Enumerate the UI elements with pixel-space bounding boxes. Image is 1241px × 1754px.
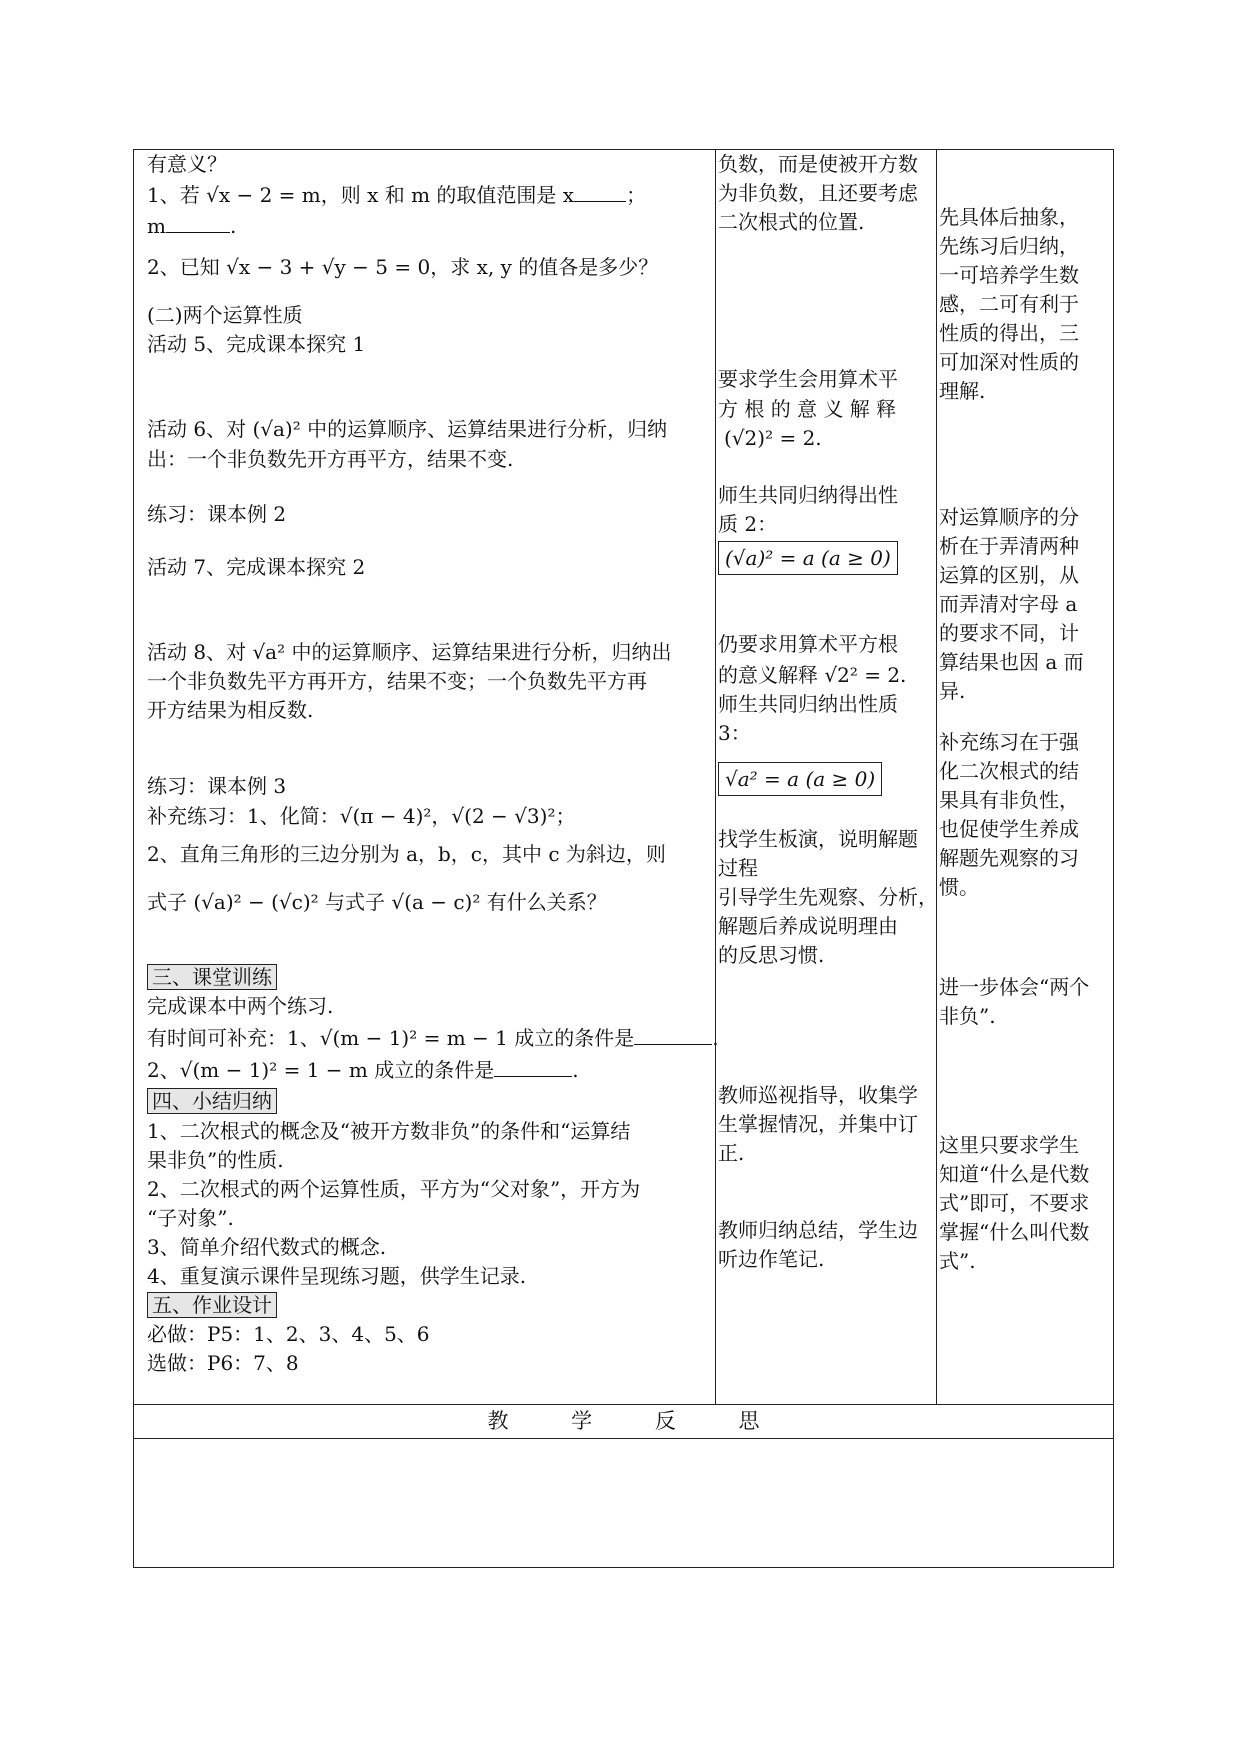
left-line-9: 活动 7、完成课本探究 2 bbox=[147, 555, 366, 579]
mid-line-3: 要求学生会用算术平 bbox=[718, 367, 898, 391]
mid-line-23: 听边作笔记. bbox=[718, 1247, 825, 1271]
heading-homework-text: 五、作业设计 bbox=[147, 1292, 277, 1318]
right-line-20: 进一步体会“两个 bbox=[939, 975, 1090, 999]
right-line-26: 式”. bbox=[939, 1249, 976, 1273]
right-line-2: 一可培养学生数 bbox=[939, 263, 1079, 287]
mid-line-18: 的反思习惯. bbox=[718, 943, 825, 967]
property-3-formula: √a² = a (a ≥ 0) bbox=[718, 762, 882, 796]
right-line-4: 性质的得出，三 bbox=[939, 321, 1079, 345]
right-line-3: 感，二可有利于 bbox=[939, 292, 1079, 316]
right-line-7: 对运算顺序的分 bbox=[939, 505, 1079, 529]
right-line-24: 式”即可，不要求 bbox=[939, 1191, 1090, 1215]
left-line-2-end: . bbox=[229, 214, 237, 238]
mid-line-20: 生掌握情况，并集中订 bbox=[718, 1112, 918, 1136]
left-line-20: 1、二次根式的概念及“被开方数非负”的条件和“运算结 bbox=[147, 1119, 631, 1143]
mid-line-11: 师生共同归纳出性质 bbox=[718, 692, 898, 716]
left-line-5: 活动 5、完成课本探究 1 bbox=[147, 332, 366, 356]
mid-line-5: (√2)² = 2. bbox=[724, 426, 822, 450]
left-line-14: 补充练习：1、化简：√(π − 4)²，√(2 − √3)²； bbox=[147, 804, 576, 828]
reflection-blank-area bbox=[134, 1439, 1113, 1567]
right-line-9: 运算的区别，从 bbox=[939, 563, 1079, 587]
left-line-1-end: ； bbox=[626, 183, 647, 207]
mid-line-6: 师生共同归纳得出性 bbox=[718, 483, 898, 507]
blank-condition-1 bbox=[634, 1026, 712, 1045]
left-line-18-end: . bbox=[712, 1026, 719, 1050]
left-line-25: 4、重复演示课件呈现练习题，供学生记录. bbox=[147, 1264, 527, 1288]
left-line-13: 练习：课本例 3 bbox=[147, 774, 287, 798]
right-line-11: 的要求不同，计 bbox=[939, 621, 1079, 645]
blank-x bbox=[574, 183, 626, 202]
heading-summary-text: 四、小结归纳 bbox=[147, 1088, 277, 1114]
reflection-char-2: 学 bbox=[571, 1409, 593, 1433]
mid-line-21: 正. bbox=[718, 1141, 745, 1165]
right-line-1: 先练习后归纳， bbox=[939, 234, 1079, 258]
right-line-8: 析在于弄清两种 bbox=[939, 534, 1079, 558]
right-line-19: 惯。 bbox=[939, 875, 979, 899]
reflection-char-3: 反 bbox=[654, 1409, 676, 1433]
right-line-25: 掌握“什么叫代数 bbox=[939, 1220, 1090, 1244]
left-line-1-text: 1、若 √x − 2 = m，则 x 和 m 的取值范围是 x bbox=[147, 183, 575, 207]
left-line-22: 2、二次根式的两个运算性质，平方为“父对象”，开方为 bbox=[147, 1177, 641, 1201]
mid-line-2: 二次根式的位置. bbox=[718, 210, 865, 234]
left-line-7: 出：一个非负数先开方再平方，结果不变. bbox=[147, 447, 514, 471]
right-line-21: 非负”. bbox=[939, 1004, 996, 1028]
mid-line-9: 仍要求用算术平方根 bbox=[718, 632, 898, 656]
right-line-14: 补充练习在于强 bbox=[939, 730, 1079, 754]
mid-line-16: 引导学生先观察、分析， bbox=[718, 885, 938, 909]
mid-line-7: 质 2： bbox=[718, 512, 778, 536]
right-line-5: 可加深对性质的 bbox=[939, 350, 1079, 374]
left-line-19-text: 2、√(m − 1)² = 1 − m 成立的条件是 bbox=[147, 1058, 495, 1082]
column-divider-2 bbox=[936, 149, 937, 1404]
property-2-formula: (√a)² = a (a ≥ 0) bbox=[718, 541, 898, 575]
left-line-19 bbox=[147, 1056, 579, 1084]
left-line-1 bbox=[147, 181, 646, 209]
mid-line-15: 过程 bbox=[718, 856, 758, 880]
left-line-11: 一个非负数先平方再开方，结果不变；一个负数先平方再 bbox=[147, 669, 647, 693]
left-line-12: 开方结果为相反数. bbox=[147, 698, 314, 722]
left-line-26: 必做：P5：1、2、3、4、5、6 bbox=[147, 1322, 430, 1346]
mid-line-4: 方 根 的 意 义 解 释 bbox=[718, 397, 897, 421]
mid-line-10: 的意义解释 √2² = 2. bbox=[718, 663, 907, 687]
left-line-23: “子对象”. bbox=[147, 1206, 234, 1230]
left-line-6: 活动 6、对 (√a)² 中的运算顺序、运算结果进行分析，归纳 bbox=[147, 417, 668, 441]
heading-class-training bbox=[147, 963, 277, 991]
right-line-17: 也促使学生养成 bbox=[939, 817, 1079, 841]
left-line-4: (二)两个运算性质 bbox=[147, 303, 303, 327]
mid-line-19: 教师巡视指导，收集学 bbox=[718, 1083, 918, 1107]
mid-line-22: 教师归纳总结，学生边 bbox=[718, 1218, 918, 1242]
left-line-10: 活动 8、对 √a² 中的运算顺序、运算结果进行分析，归纳出 bbox=[147, 640, 672, 664]
left-line-27: 选做：P6：7、8 bbox=[147, 1351, 299, 1375]
mid-line-17: 解题后养成说明理由 bbox=[718, 914, 898, 938]
left-line-2 bbox=[147, 212, 236, 240]
right-line-23: 知道“什么是代数 bbox=[939, 1162, 1090, 1186]
heading-homework bbox=[147, 1291, 277, 1319]
left-line-24: 3、简单介绍代数式的概念. bbox=[147, 1235, 387, 1259]
left-line-2-text: m bbox=[147, 214, 166, 238]
right-line-6: 理解. bbox=[939, 379, 986, 403]
blank-condition-2 bbox=[494, 1058, 572, 1077]
left-line-18-text: 有时间可补充：1、√(m − 1)² = m − 1 成立的条件是 bbox=[147, 1026, 635, 1050]
right-line-22: 这里只要求学生 bbox=[939, 1133, 1079, 1157]
left-line-19-end: . bbox=[572, 1058, 579, 1082]
reflection-char-4: 思 bbox=[738, 1409, 760, 1433]
left-line-21: 果非负”的性质. bbox=[147, 1148, 284, 1172]
left-line-16: 式子 (√a)² − (√c)² 与式子 √(a − c)² 有什么关系？ bbox=[147, 890, 607, 914]
blank-m bbox=[166, 214, 230, 233]
mid-line-14: 找学生板演，说明解题 bbox=[718, 827, 918, 851]
mid-line-0: 负数，而是使被开方数 bbox=[718, 152, 918, 176]
left-line-0: 有意义？ bbox=[147, 152, 227, 176]
right-line-15: 化二次根式的结 bbox=[939, 759, 1079, 783]
reflection-char-1: 教 bbox=[487, 1409, 509, 1433]
teaching-reflection-title bbox=[133, 1404, 1114, 1438]
right-line-0: 先具体后抽象， bbox=[939, 205, 1079, 229]
column-divider-1 bbox=[715, 149, 716, 1404]
right-line-12: 算结果也因 a 而 bbox=[939, 650, 1084, 674]
mid-line-12: 3： bbox=[718, 721, 751, 745]
left-line-17: 完成课本中两个练习. bbox=[147, 994, 334, 1018]
right-line-16: 果具有非负性， bbox=[939, 788, 1079, 812]
left-line-15: 2、直角三角形的三边分别为 a，b，c，其中 c 为斜边，则 bbox=[147, 842, 666, 866]
right-line-13: 异. bbox=[939, 679, 966, 703]
left-line-3: 2、已知 √x − 3 + √y − 5 = 0，求 x, y 的值各是多少？ bbox=[147, 255, 659, 279]
mid-line-1: 为非负数，且还要考虑 bbox=[718, 181, 918, 205]
right-line-18: 解题先观察的习 bbox=[939, 846, 1079, 870]
heading-summary bbox=[147, 1087, 277, 1115]
right-line-10: 而弄清对字母 a bbox=[939, 592, 1078, 616]
heading-class-training-text: 三、课堂训练 bbox=[147, 964, 277, 990]
left-line-18 bbox=[147, 1024, 719, 1052]
left-line-8: 练习：课本例 2 bbox=[147, 502, 287, 526]
